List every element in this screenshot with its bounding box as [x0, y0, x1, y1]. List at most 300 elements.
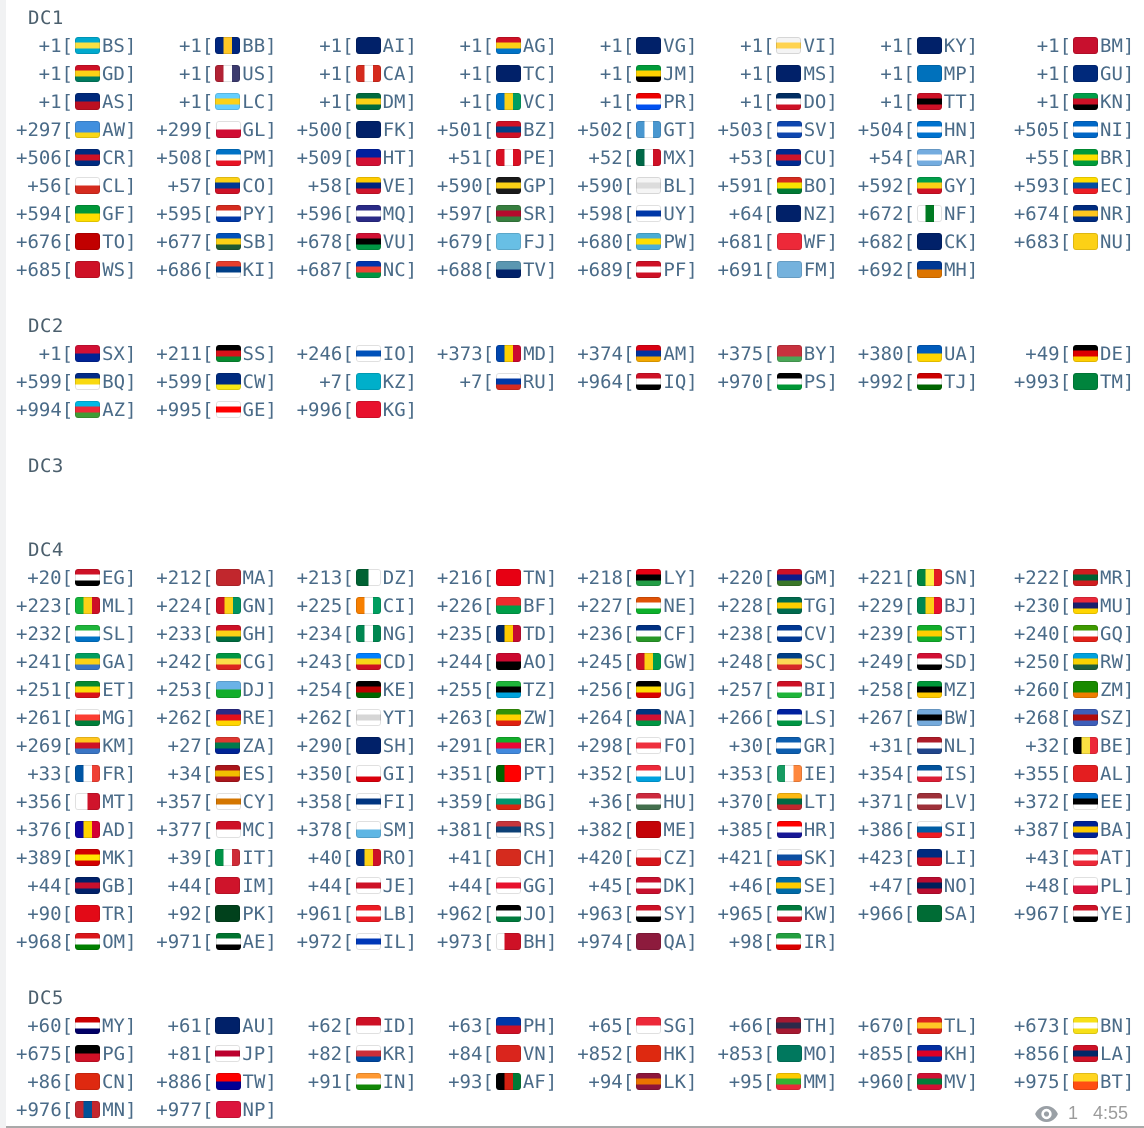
dial-code: +678[	[296, 231, 354, 253]
dial-code: +376[	[16, 819, 74, 841]
phone-code-entry	[16, 396, 156, 424]
flag-icon-pk	[215, 905, 240, 922]
dial-code: +423[	[857, 847, 915, 869]
flag-icon-mg	[75, 709, 100, 726]
dial-code: +255[	[436, 679, 495, 701]
phone-code-entry	[156, 340, 296, 368]
flag-icon-cl	[75, 177, 100, 194]
dial-code: +244[	[436, 651, 495, 673]
dial-code: +886[	[156, 1071, 214, 1093]
dial-code: +218[	[577, 567, 635, 589]
dial-code: +689[	[577, 259, 635, 281]
country-code: AD]	[102, 819, 137, 841]
phone-code-entry	[16, 1068, 156, 1096]
country-code: NE]	[663, 595, 698, 617]
flag-icon-tt	[917, 93, 942, 110]
flag-icon-pw	[636, 233, 661, 250]
phone-code-entry	[16, 872, 156, 900]
phone-code-entry	[156, 368, 296, 396]
dial-code: +65[	[588, 1015, 635, 1037]
dial-code: +233[	[156, 623, 214, 645]
flag-icon-bh	[496, 933, 521, 950]
country-code: MD]	[523, 343, 558, 365]
flag-icon-fk	[356, 121, 381, 138]
flag-icon-kh	[917, 1045, 942, 1062]
flag-icon-by	[777, 345, 802, 362]
phone-code-entry	[156, 900, 296, 928]
flag-icon-ad	[75, 821, 100, 838]
country-code: NF]	[943, 203, 979, 225]
dial-code: +1[	[1036, 35, 1072, 57]
flag-icon-nl	[917, 737, 942, 754]
flag-icon-sa	[917, 905, 942, 922]
phone-code-entry	[437, 620, 577, 648]
dial-code: +241[	[16, 651, 74, 673]
country-code: RU]	[522, 371, 558, 393]
country-code: MC]	[242, 819, 277, 841]
phone-code-entry	[998, 228, 1138, 256]
phone-code-entry	[437, 844, 577, 872]
flag-icon-vn	[496, 1045, 521, 1062]
dial-code: +63[	[448, 1015, 494, 1037]
dial-code: +853[	[717, 1043, 775, 1065]
flag-icon-id	[356, 1017, 381, 1034]
country-code: TM]	[1100, 371, 1135, 393]
dial-code: +98[	[728, 931, 775, 953]
phone-code-entry	[858, 200, 998, 228]
phone-code-entry	[717, 704, 857, 732]
dial-code: +1[	[459, 91, 494, 113]
flag-icon-ar	[917, 149, 942, 166]
flag-icon-ua	[917, 345, 942, 362]
dial-code: +593[	[1013, 175, 1072, 197]
dial-code: +52[	[588, 147, 635, 169]
phone-code-entry	[577, 172, 717, 200]
flag-icon-tg	[777, 597, 802, 614]
phone-code-entry	[437, 760, 577, 788]
country-code: TV]	[523, 259, 558, 281]
country-code: NO]	[943, 875, 979, 897]
dial-code: +968[	[16, 931, 74, 953]
phone-code-entry	[998, 788, 1138, 816]
dial-code: +1[	[599, 63, 635, 85]
phone-code-entry	[717, 368, 857, 396]
dial-code: +47[	[868, 875, 915, 897]
phone-code-entry	[437, 564, 577, 592]
country-code: GQ]	[1100, 623, 1135, 645]
flag-icon-dj	[216, 681, 241, 698]
dial-code: +597[	[436, 203, 495, 225]
dial-code: +44[	[307, 875, 354, 897]
dial-code: +291[	[436, 735, 495, 757]
dc-section	[16, 536, 1144, 956]
dial-code: +977[	[156, 1099, 214, 1121]
country-code: ML]	[102, 595, 137, 617]
country-code: HN]	[943, 119, 979, 141]
country-code: MS]	[803, 63, 838, 85]
dial-code: +1[	[459, 35, 494, 57]
dial-code: +599[	[16, 371, 74, 393]
phone-code-entry	[998, 1040, 1138, 1068]
flag-icon-re	[216, 709, 241, 726]
flag-icon-pr	[636, 93, 661, 110]
flag-icon-nr	[1073, 205, 1098, 222]
dial-code: +213[	[296, 567, 354, 589]
dc-section	[16, 312, 1144, 424]
dial-code: +856[	[1013, 1043, 1072, 1065]
dial-code: +84[	[448, 1043, 494, 1065]
phone-code-entry	[858, 172, 998, 200]
country-code: BW]	[943, 707, 979, 729]
phone-code-entry	[858, 620, 998, 648]
dial-code: +7[	[319, 371, 354, 393]
phone-code-entry	[156, 228, 296, 256]
country-code: KY]	[943, 35, 979, 57]
flag-icon-li	[917, 849, 942, 866]
flag-icon-sy	[636, 905, 661, 922]
dial-code: +382[	[577, 819, 635, 841]
flag-icon-ga	[75, 653, 100, 670]
flag-icon-mn	[75, 1101, 100, 1118]
dial-code: +261[	[16, 707, 74, 729]
phone-code-entry	[998, 900, 1138, 928]
flag-icon-ee	[1073, 793, 1098, 810]
phone-code-entry	[998, 144, 1138, 172]
flag-icon-lt	[777, 793, 802, 810]
flag-icon-bz	[496, 121, 521, 138]
dial-code: +41[	[448, 847, 494, 869]
dial-code: +257[	[717, 679, 775, 701]
phone-code-entry	[16, 676, 156, 704]
country-code: PL]	[1100, 875, 1135, 897]
phone-code-entry	[16, 704, 156, 732]
country-code: AL]	[1100, 763, 1135, 785]
flag-icon-mt	[75, 793, 100, 810]
flag-icon-in	[356, 1073, 381, 1090]
flag-icon-gi	[356, 765, 381, 782]
phone-code-entry	[437, 60, 577, 88]
phone-code-entry	[717, 788, 857, 816]
country-code: ET]	[102, 679, 137, 701]
phone-code-entry	[297, 368, 437, 396]
dial-code: +44[	[448, 875, 494, 897]
phone-code-entry	[437, 704, 577, 732]
country-code: KI]	[242, 259, 277, 281]
flag-icon-nu	[1073, 233, 1098, 250]
phone-code-entry	[156, 1040, 296, 1068]
flag-icon-hr	[777, 821, 802, 838]
phone-code-entry	[437, 732, 577, 760]
dial-code: +599[	[156, 371, 214, 393]
dial-code: +421[	[717, 847, 775, 869]
phone-code-entry	[858, 1040, 998, 1068]
country-code: IQ]	[663, 371, 698, 393]
phone-code-entry	[577, 88, 717, 116]
dc-section-entries	[16, 1012, 1144, 1124]
phone-code-entry	[156, 564, 296, 592]
dial-code: +670[	[857, 1015, 915, 1037]
country-code: PK]	[242, 903, 277, 925]
phone-code-entry	[156, 788, 296, 816]
phone-code-entry	[297, 88, 437, 116]
country-code: MN]	[102, 1099, 137, 1121]
dial-code: +1[	[740, 35, 775, 57]
flag-icon-im	[215, 877, 240, 894]
phone-code-entry	[998, 732, 1138, 760]
dial-code: +222[	[1013, 567, 1072, 589]
country-code: GP]	[523, 175, 558, 197]
country-code: SR]	[523, 203, 558, 225]
flag-icon-sx	[75, 345, 100, 362]
country-code: BO]	[803, 175, 839, 197]
dial-code: +503[	[717, 119, 775, 141]
country-code: CH]	[522, 847, 558, 869]
dial-code: +55[	[1025, 147, 1072, 169]
dial-code: +590[	[577, 175, 635, 197]
dial-code: +82[	[307, 1043, 354, 1065]
phone-code-entry	[297, 900, 437, 928]
dial-code: +596[	[296, 203, 354, 225]
flag-icon-ky	[917, 37, 942, 54]
country-code: IS]	[943, 763, 979, 785]
country-code: KG]	[382, 399, 418, 421]
flag-icon-vi	[776, 37, 801, 54]
country-code: TC]	[522, 63, 558, 85]
flag-icon-bm	[1073, 37, 1098, 54]
dial-code: +598[	[577, 203, 635, 225]
dial-code: +30[	[728, 735, 775, 757]
dial-code: +253[	[156, 679, 214, 701]
dial-code: +1[	[599, 91, 635, 113]
country-code: HT]	[382, 147, 418, 169]
flag-icon-se	[776, 877, 801, 894]
dial-code: +963[	[577, 903, 635, 925]
dial-code: +385[	[717, 819, 775, 841]
country-code: AM]	[663, 343, 698, 365]
phone-code-entry	[717, 256, 857, 284]
dial-code: +263[	[436, 707, 495, 729]
flag-icon-aw	[75, 121, 100, 138]
phone-code-entry	[998, 816, 1138, 844]
country-code: DO]	[803, 91, 838, 113]
flag-icon-iq	[636, 373, 661, 390]
country-code: BL]	[663, 175, 698, 197]
flag-icon-me	[636, 821, 661, 838]
country-code: CF]	[663, 623, 698, 645]
phone-code-entry	[577, 340, 717, 368]
phone-code-entry	[156, 592, 296, 620]
dial-code: +371[	[857, 791, 915, 813]
flag-icon-rw	[1073, 653, 1098, 670]
flag-icon-mm	[776, 1073, 801, 1090]
dial-code: +60[	[27, 1015, 73, 1037]
dial-code: +33[	[27, 763, 73, 785]
dial-code: +1[	[1036, 63, 1072, 85]
flag-icon-kw	[777, 905, 802, 922]
phone-code-entry	[577, 648, 717, 676]
flag-icon-si	[917, 821, 942, 838]
flag-icon-ca	[356, 65, 381, 82]
dial-code: +1[	[740, 91, 775, 113]
country-code: TH]	[803, 1015, 838, 1037]
dial-code: +262[	[296, 707, 354, 729]
flag-icon-gy	[917, 177, 942, 194]
country-code: KH]	[943, 1043, 979, 1065]
dial-code: +225[	[296, 595, 354, 617]
flag-icon-nc	[356, 261, 381, 278]
dial-code: +228[	[717, 595, 775, 617]
dial-code: +1[	[880, 91, 915, 113]
dial-code: +386[	[857, 819, 915, 841]
country-code: FO]	[663, 735, 698, 757]
flag-icon-mo	[777, 1045, 802, 1062]
dial-code: +683[	[1013, 231, 1072, 253]
dial-code: +692[	[857, 259, 915, 281]
country-code: CI]	[382, 595, 418, 617]
country-code: IT]	[242, 847, 277, 869]
dial-code: +258[	[857, 679, 915, 701]
dial-code: +211[	[156, 343, 214, 365]
flag-icon-yt	[356, 709, 381, 726]
country-code: FJ]	[523, 231, 558, 253]
country-code: BJ]	[943, 595, 979, 617]
phone-code-entry	[297, 1012, 437, 1040]
flag-icon-gr	[776, 737, 801, 754]
country-code: BF]	[523, 595, 558, 617]
flag-icon-pe	[496, 149, 521, 166]
dial-code: +682[	[857, 231, 915, 253]
dial-code: +242[	[156, 651, 214, 673]
dial-code: +58[	[307, 175, 354, 197]
flag-icon-cw	[216, 373, 241, 390]
phone-code-entry	[577, 760, 717, 788]
country-code: LU]	[663, 763, 698, 785]
country-code: AT]	[1100, 847, 1135, 869]
country-code: GW]	[663, 651, 698, 673]
phone-code-entry	[998, 340, 1138, 368]
country-code: MQ]	[382, 203, 418, 225]
phone-code-entry	[858, 228, 998, 256]
country-code: IR]	[803, 931, 838, 953]
dial-code: +46[	[728, 875, 775, 897]
country-code: GG]	[522, 875, 558, 897]
country-code: CA]	[382, 63, 417, 85]
country-code: AF]	[522, 1071, 558, 1093]
country-code: BH]	[523, 931, 558, 953]
phone-code-entry	[437, 872, 577, 900]
dial-code: +95[	[728, 1071, 775, 1093]
country-code: NL]	[943, 735, 979, 757]
phone-code-entry	[16, 144, 156, 172]
flag-icon-gg	[496, 877, 521, 894]
country-code: TR]	[101, 903, 137, 925]
country-code: MG]	[102, 707, 137, 729]
flag-icon-au	[215, 1017, 240, 1034]
phone-code-entry	[297, 60, 437, 88]
phone-code-entry	[297, 256, 437, 284]
dial-code: +45[	[588, 875, 635, 897]
dial-code: +594[	[16, 203, 74, 225]
dial-code: +299[	[156, 119, 214, 141]
dial-code: +966[	[857, 903, 915, 925]
phone-code-entry	[858, 900, 998, 928]
flag-icon-bf	[496, 597, 521, 614]
country-code: DK]	[663, 875, 698, 897]
country-code: EC]	[1100, 175, 1135, 197]
country-code: BR]	[1100, 147, 1135, 169]
phone-code-entry	[577, 592, 717, 620]
phone-code-entry	[998, 1068, 1138, 1096]
dial-code: +1[	[178, 63, 214, 85]
country-code: CV]	[803, 623, 839, 645]
phone-code-entry	[998, 1012, 1138, 1040]
phone-code-entry	[437, 788, 577, 816]
country-code: BY]	[803, 343, 839, 365]
flag-icon-sr	[496, 205, 521, 222]
dial-code: +352[	[577, 763, 635, 785]
dc-section-entries	[16, 32, 1144, 284]
dial-code: +351[	[436, 763, 495, 785]
country-code: KE]	[382, 679, 418, 701]
phone-code-entry	[156, 32, 296, 60]
flag-icon-af	[496, 1073, 521, 1090]
country-code: NP]	[242, 1099, 277, 1121]
flag-icon-sd	[917, 653, 942, 670]
flag-icon-ly	[636, 569, 661, 586]
flag-icon-ir	[776, 933, 801, 950]
country-code: NG]	[382, 623, 418, 645]
flag-icon-sh	[356, 737, 381, 754]
country-code: PE]	[522, 147, 558, 169]
phone-code-entry	[717, 760, 857, 788]
dial-code: +1[	[740, 63, 775, 85]
phone-code-entry	[577, 1068, 717, 1096]
country-code: ES]	[242, 763, 277, 785]
phone-code-entry	[437, 1040, 577, 1068]
flag-icon-al	[1073, 765, 1098, 782]
dial-code: +358[	[296, 791, 354, 813]
phone-code-entry	[717, 592, 857, 620]
dial-code: +359[	[436, 791, 495, 813]
country-code: PF]	[663, 259, 698, 281]
phone-code-entry	[858, 592, 998, 620]
message-meta	[1034, 1103, 1128, 1124]
phone-code-entry	[858, 648, 998, 676]
country-code: CY]	[242, 791, 277, 813]
phone-code-entry	[16, 732, 156, 760]
flag-icon-np	[216, 1101, 241, 1118]
dial-code: +34[	[167, 763, 214, 785]
phone-code-entry	[717, 116, 857, 144]
country-code: SD]	[943, 651, 979, 673]
phone-code-entry	[998, 620, 1138, 648]
dial-code: +250[	[1013, 651, 1072, 673]
flag-icon-mu	[1073, 597, 1098, 614]
flag-icon-sl	[75, 625, 100, 642]
country-code: LI]	[943, 847, 979, 869]
flag-icon-cr	[75, 149, 100, 166]
flag-icon-bs	[75, 37, 100, 54]
country-code: MH]	[943, 259, 979, 281]
flag-icon-gn	[216, 597, 241, 614]
flag-icon-om	[75, 933, 100, 950]
dial-code: +672[	[857, 203, 915, 225]
flag-icon-sb	[216, 233, 241, 250]
dial-code: +32[	[1025, 735, 1072, 757]
flag-icon-mh	[917, 261, 942, 278]
phone-code-entry	[16, 928, 156, 956]
dial-code: +31[	[868, 735, 915, 757]
